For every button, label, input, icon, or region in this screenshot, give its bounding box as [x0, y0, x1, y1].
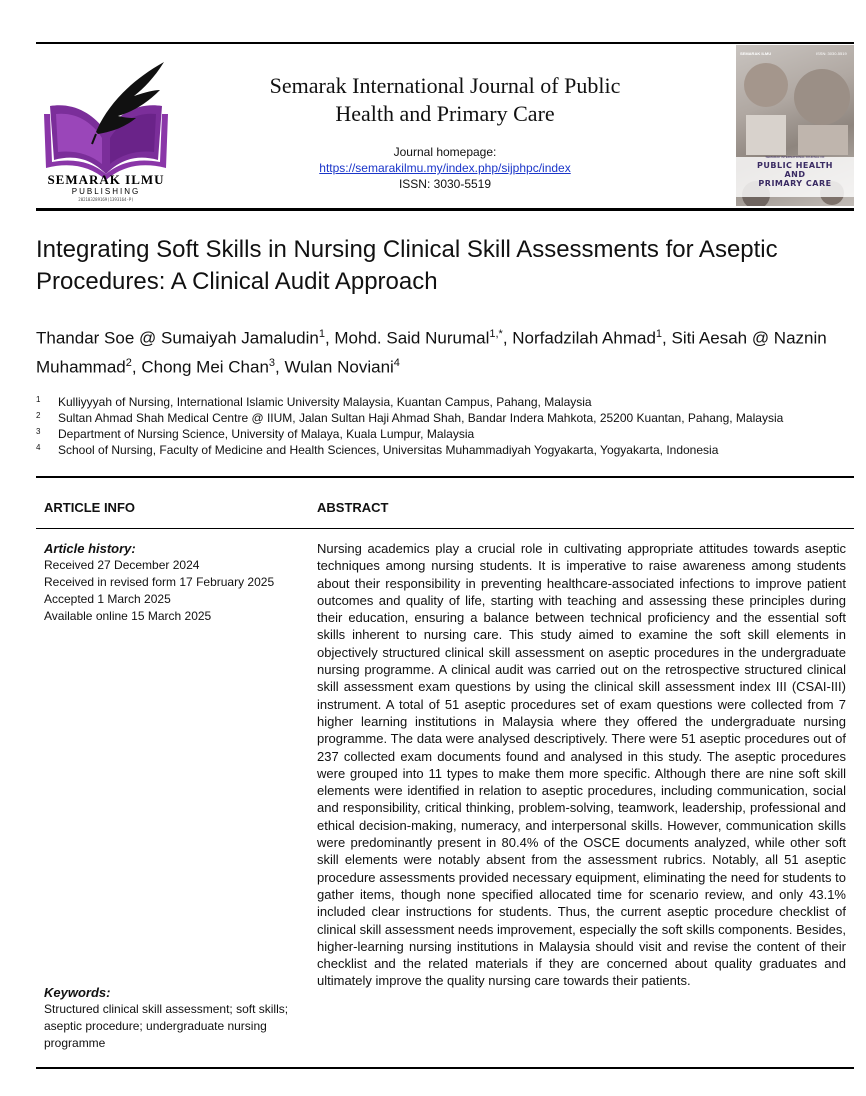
- affiliation-item: [36, 410, 848, 426]
- journal-title: [190, 72, 700, 128]
- author-affil-ref: 2: [125, 356, 132, 369]
- cover-title-line2: AND: [784, 170, 806, 179]
- abstract-heading: ABSTRACT: [317, 500, 389, 515]
- author-name: Norfadzilah Ahmad: [512, 328, 656, 348]
- keywords-label: Keywords:: [44, 985, 111, 1000]
- history-accepted: Accepted 1 March 2025: [44, 592, 171, 606]
- article-info-heading: ARTICLE INFO: [44, 500, 135, 515]
- journal-title-line2: Health and Primary Care: [335, 101, 555, 126]
- publisher-sub: PUBLISHING: [71, 187, 141, 196]
- author-name: Siti Aesah @ Naznin Muhammad: [36, 328, 827, 377]
- affiliation-text: Department of Nursing Science, University of Malaya, Kuala Lumpur, Malaysia: [58, 427, 475, 441]
- article-title: [36, 234, 836, 298]
- cover-small-title: SEMARAK INTERNATIONAL JOURNAL OF: [765, 155, 825, 159]
- article-history: [44, 540, 294, 625]
- article-title-line1: Integrating Soft Skills in Nursing Clinical Skill Assessments for Aseptic: [36, 236, 778, 263]
- author-name: Mohd. Said Nurumal: [334, 328, 490, 348]
- header-top-rule: [36, 42, 854, 44]
- cover-title: [740, 161, 850, 188]
- keywords-text: Structured clinical skill assessment; soft skills; aseptic procedure; undergraduate nursing programme: [44, 1002, 289, 1050]
- affiliation-number: 1: [36, 395, 41, 404]
- author-affil-ref: 1,*: [489, 328, 503, 340]
- affiliation-number: 4: [36, 443, 41, 452]
- publisher-reg: 202103289169(1393164-P): [78, 197, 134, 202]
- publisher-name: SEMARAK ILMU: [47, 172, 165, 187]
- journal-homepage-block: [190, 144, 700, 192]
- author-affil-ref: 1: [655, 328, 663, 340]
- journal-title-line1: Semarak International Journal of Public: [269, 73, 621, 98]
- history-received: Received 27 December 2024: [44, 558, 200, 572]
- homepage-label: Journal homepage:: [393, 145, 497, 159]
- cover-title-line1: PUBLIC HEALTH: [757, 161, 833, 170]
- cover-publisher: SEMARAK ILMU: [740, 51, 772, 56]
- affiliation-list: [36, 394, 848, 458]
- affiliation-text: Sultan Ahmad Shah Medical Centre @ IIUM, Jalan Sultan Haji Ahmad Shah, Bandar Indera Mahkota, 25200 Kuantan, Pahang, Malaysia: [58, 411, 784, 425]
- author-affil-ref: 3: [268, 356, 276, 369]
- author-name: Thandar Soe @ Sumaiyah Jamaludin: [36, 328, 319, 348]
- cover-issn: ISSN: 3030-5519: [816, 51, 847, 56]
- author-name: Wulan Noviani: [284, 357, 394, 377]
- affiliation-item: [36, 394, 848, 410]
- affiliation-text: Kulliyyyah of Nursing, International Islamic University Malaysia, Kuantan Campus, Pahang, Malaysia: [58, 395, 592, 409]
- cover-title-line3: PRIMARY CARE: [758, 179, 832, 188]
- author-affil-ref: 4: [393, 356, 400, 369]
- history-revised: Received in revised form 17 February 2025: [44, 575, 275, 589]
- author-name: Chong Mei Chan: [141, 357, 269, 377]
- journal-cover: [736, 45, 854, 206]
- article-title-line2: Procedures: A Clinical Audit Approach: [36, 268, 438, 295]
- history-label: Article history:: [44, 541, 136, 556]
- info-top-rule: [36, 476, 854, 478]
- abstract-text: Nursing academics play a crucial role in cultivating appropriate attitudes towards aseptic techniques among nursing students. It is imperative to raise awareness among students about their responsibility in preventing healthcare-associated infections to improve patient outcomes and quality of life, starting with teaching and assessing these principles during their education, ensuring a balance between technical proficiency and the essential soft skills inherent to nursing care. This study aimed to examine the soft skill elements in objectively structured clinical skill assessment on aseptic procedures in the undergraduate nursing programme. A clinical audit was carried out on the retrospective structured clinical skill assessment exam questions by using the clinical skill assessment index III (CSAI-III) instrument. A total of 51 aseptic procedures set of exam questions were collected from 7 higher learning institutions in Malaysia where they offered the undergraduate nursing programme. The data were analysed descriptively. There were 51 aseptic procedures out of 237 collected exam documents found and analysed in this study. The aseptic procedures were grouped into 11 types to make them more specific. Although there are nine soft skill elements were identified in relation to aseptic procedures, including communication, social and responsibility, critical thinking, problem-solving, teamwork, leadership, professional and ethical decision-making, numeracy, and interpersonal skills. However, communication skills were predominantly present in 80.4% of the OSCE documents analyzed, while other soft skill elements were notably absent from the assessment rubrics. Notably, all 51 aseptic procedure assessments provided necessary equipment, eliminating the need for students to gather items, though none specified allocated time for scenario review, and only 43.1% included clear instructions for students. Thus, the current aseptic procedure checklist of clinical skill assessment needs improvement, especially the soft skills components. Besides, higher-learning nursing institutions in Malaysia should visit and revise the content of their checklist and the related materials if they are concerned about quality graduates and ultimately improve the quality nursing care towards their patients.: [317, 541, 846, 989]
- affiliation-item: [36, 442, 848, 458]
- keywords-block: [44, 984, 299, 1052]
- author-list: Thandar Soe @ Sumaiyah Jamaludin$^1$, Mohd. Said Nurumal$^{1,*}$, Norfadzilah Ahmad$^1$, Siti Aesah @ Naznin Muhammad$^2$, Chong Mei Chan$^3$, Wulan Noviani$^4$: [36, 328, 827, 377]
- journal-issn: ISSN: 3030-5519: [398, 177, 492, 191]
- affiliation-text: School of Nursing, Faculty of Medicine and Health Sciences, Universitas Muhammadiyah Yogyakarta, Yogyakarta, Indonesia: [58, 443, 719, 457]
- history-online: Available online 15 March 2025: [44, 609, 212, 623]
- affiliation-number: 2: [36, 411, 41, 420]
- affiliation-number: 3: [36, 427, 41, 436]
- header-bottom-rule: [36, 208, 854, 211]
- affiliation-item: [36, 426, 848, 442]
- info-mid-rule: [36, 528, 854, 529]
- homepage-link[interactable]: https://semarakilmu.my/index.php/sijphpc/index: [319, 161, 571, 175]
- author-affil-ref: 1: [318, 328, 325, 340]
- page-bottom-rule: [36, 1067, 854, 1069]
